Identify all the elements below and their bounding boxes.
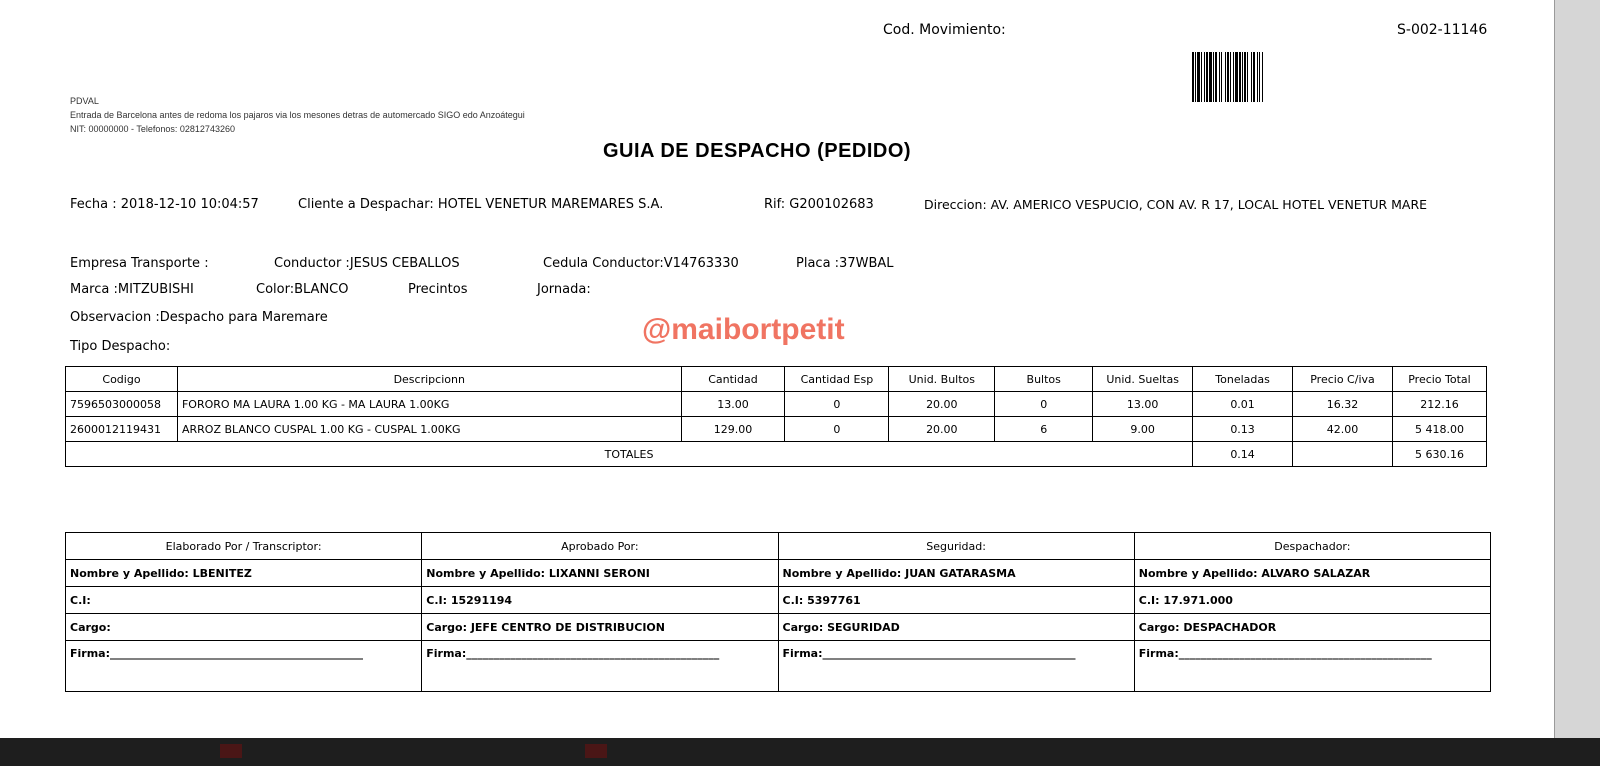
col-bultos: Bultos bbox=[995, 367, 1093, 392]
sig-cargo: Cargo: JEFE CENTRO DE DISTRIBUCION bbox=[422, 614, 778, 641]
cell-toneladas: 0.13 bbox=[1193, 417, 1293, 442]
cell-descripcion: FORORO MA LAURA 1.00 KG - MA LAURA 1.00KG bbox=[177, 392, 681, 417]
barcode bbox=[1192, 52, 1296, 102]
col-precio-total: Precio Total bbox=[1392, 367, 1486, 392]
signatures-header-row bbox=[66, 533, 1491, 560]
totals-row bbox=[66, 442, 1487, 467]
sig-nombre: Nombre y Apellido: LBENITEZ bbox=[66, 560, 422, 587]
col-precio-civa: Precio C/iva bbox=[1293, 367, 1393, 392]
sig-nombre: Nombre y Apellido: ALVARO SALAZAR bbox=[1134, 560, 1490, 587]
cell-precio-civa: 16.32 bbox=[1293, 392, 1393, 417]
cell-unid-sueltas: 9.00 bbox=[1093, 417, 1193, 442]
cod-movimiento-label: Cod. Movimiento: bbox=[883, 22, 1006, 38]
signatures-table bbox=[65, 532, 1491, 692]
conductor: Conductor :JESUS CEBALLOS bbox=[274, 256, 460, 271]
observacion: Observacion :Despacho para Maremare bbox=[70, 310, 328, 325]
table-row bbox=[66, 417, 1487, 442]
sig-nombre: Nombre y Apellido: JUAN GATARASMA bbox=[778, 560, 1134, 587]
cell-cantidad-esp: 0 bbox=[785, 417, 889, 442]
sig-firma: Firma:______________________________________________ bbox=[66, 641, 422, 692]
cell-codigo: 7596503000058 bbox=[66, 392, 178, 417]
bottom-strip bbox=[0, 738, 1600, 766]
col-toneladas: Toneladas bbox=[1193, 367, 1293, 392]
cell-bultos: 0 bbox=[995, 392, 1093, 417]
sig-header-seguridad: Seguridad: bbox=[778, 533, 1134, 560]
empresa-transporte: Empresa Transporte : bbox=[70, 256, 209, 271]
sig-cargo: Cargo: DESPACHADOR bbox=[1134, 614, 1490, 641]
sig-ci: C.I: bbox=[66, 587, 422, 614]
sig-ci: C.I: 15291194 bbox=[422, 587, 778, 614]
cell-descripcion: ARROZ BLANCO CUSPAL 1.00 KG - CUSPAL 1.00KG bbox=[177, 417, 681, 442]
totals-label: TOTALES bbox=[66, 442, 1193, 467]
placa: Placa :37WBAL bbox=[796, 256, 894, 271]
cod-movimiento-value: S-002-11146 bbox=[1397, 22, 1488, 38]
cliente: Cliente a Despachar: HOTEL VENETUR MAREMARES S.A. bbox=[298, 197, 664, 212]
items-header-row bbox=[66, 367, 1487, 392]
sig-firma: Firma:______________________________________________ bbox=[422, 641, 778, 692]
watermark: @maibortpetit bbox=[642, 313, 845, 346]
cell-cantidad: 13.00 bbox=[681, 392, 785, 417]
cell-bultos: 6 bbox=[995, 417, 1093, 442]
fecha: Fecha : 2018-12-10 10:04:57 bbox=[70, 197, 259, 212]
rif: Rif: G200102683 bbox=[764, 197, 874, 212]
cell-unid-sueltas: 13.00 bbox=[1093, 392, 1193, 417]
col-unid-bultos: Unid. Bultos bbox=[889, 367, 995, 392]
col-cantidad-esp: Cantidad Esp bbox=[785, 367, 889, 392]
cell-unid-bultos: 20.00 bbox=[889, 392, 995, 417]
cell-codigo: 2600012119431 bbox=[66, 417, 178, 442]
cell-cantidad-esp: 0 bbox=[785, 392, 889, 417]
sig-firma: Firma:______________________________________________ bbox=[778, 641, 1134, 692]
sig-cargo-row bbox=[66, 614, 1491, 641]
col-unid-sueltas: Unid. Sueltas bbox=[1093, 367, 1193, 392]
cell-toneladas: 0.01 bbox=[1193, 392, 1293, 417]
total-toneladas: 0.14 bbox=[1193, 442, 1293, 467]
col-cantidad: Cantidad bbox=[681, 367, 785, 392]
cedula-conductor: Cedula Conductor:V14763330 bbox=[543, 256, 739, 271]
marca: Marca :MITZUBISHI bbox=[70, 282, 194, 297]
strip-block bbox=[220, 744, 242, 758]
cell-precio-civa: 42.00 bbox=[1293, 417, 1393, 442]
cell-cantidad: 129.00 bbox=[681, 417, 785, 442]
sig-ci: C.I: 17.971.000 bbox=[1134, 587, 1490, 614]
sig-header-elaborado: Elaborado Por / Transcriptor: bbox=[66, 533, 422, 560]
document-title: GUIA DE DESPACHO (PEDIDO) bbox=[603, 140, 912, 162]
sig-firma: Firma:______________________________________________ bbox=[1134, 641, 1490, 692]
sig-nombre: Nombre y Apellido: LIXANNI SERONI bbox=[422, 560, 778, 587]
sig-ci: C.I: 5397761 bbox=[778, 587, 1134, 614]
strip-block bbox=[585, 744, 607, 758]
sig-header-despachador: Despachador: bbox=[1134, 533, 1490, 560]
precintos: Precintos bbox=[408, 282, 468, 297]
company-address: Entrada de Barcelona antes de redoma los pajaros via los mesones detras de automercado SIGO edo Anzoátegui bbox=[70, 110, 525, 120]
total-precio: 5 630.16 bbox=[1392, 442, 1486, 467]
sig-cargo: Cargo: SEGURIDAD bbox=[778, 614, 1134, 641]
table-row bbox=[66, 392, 1487, 417]
col-codigo: Codigo bbox=[66, 367, 178, 392]
company-block bbox=[70, 94, 525, 136]
items-table bbox=[65, 366, 1487, 467]
direccion: Direccion: AV. AMERICO VESPUCIO, CON AV. R 17, LOCAL HOTEL VENETUR MARE bbox=[924, 197, 1428, 212]
sig-firma-row bbox=[66, 641, 1491, 692]
color: Color:BLANCO bbox=[256, 282, 349, 297]
sig-ci-row bbox=[66, 587, 1491, 614]
page-edge bbox=[1554, 0, 1600, 738]
cell-unid-bultos: 20.00 bbox=[889, 417, 995, 442]
company-name: PDVAL bbox=[70, 96, 99, 106]
cell-precio-total: 212.16 bbox=[1392, 392, 1486, 417]
total-empty bbox=[1293, 442, 1393, 467]
cell-precio-total: 5 418.00 bbox=[1392, 417, 1486, 442]
col-descripcion: Descripcionn bbox=[177, 367, 681, 392]
sig-nombre-row bbox=[66, 560, 1491, 587]
sig-header-aprobado: Aprobado Por: bbox=[422, 533, 778, 560]
sig-cargo: Cargo: bbox=[66, 614, 422, 641]
tipo-despacho: Tipo Despacho: bbox=[70, 339, 171, 354]
company-nit-phone: NIT: 00000000 - Telefonos: 02812743260 bbox=[70, 124, 235, 134]
jornada: Jornada: bbox=[537, 282, 591, 297]
